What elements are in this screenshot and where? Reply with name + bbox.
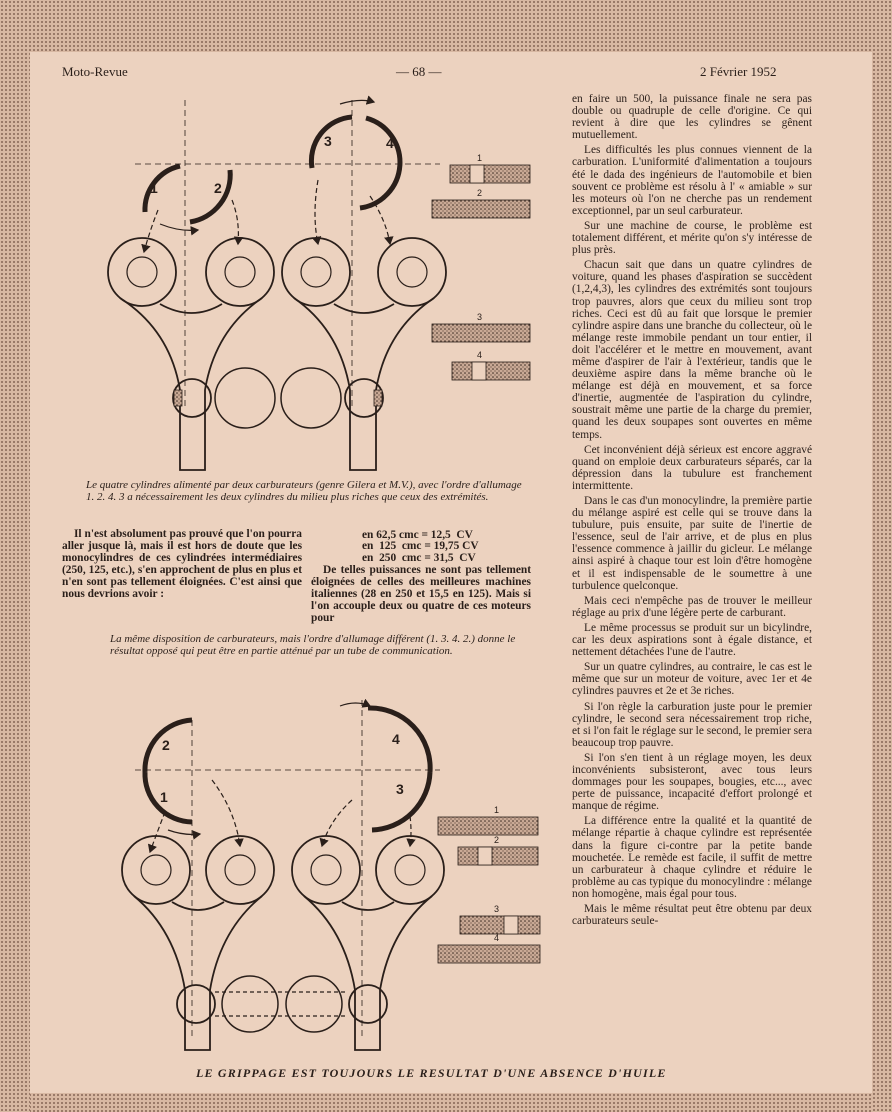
fig2-bar-label-2: 2 (494, 835, 500, 845)
page-number: — 68 — (396, 64, 442, 79)
figure-1 (108, 100, 446, 470)
figure-1-caption: Le quatre cylindres alimenté par deux carburateurs (genre Gilera et M.V.), avec l'ordre d'allumage 1. 2. 4. 3 a nécessairement les deux cylindres du milieu plus riches que ceux des extrémités. (86, 479, 522, 503)
fig2-label-1: 1 (160, 789, 168, 805)
crank-arc-1b (145, 772, 192, 822)
right-paragraph: Si l'on règle la carburation juste pour le premier cylindre, le second sera nécessairement trop riche, et si l'on fait le réglage sur le second, le premier sera beaucoup trop pauvre. (572, 700, 812, 749)
fig2-bar-label-1: 1 (494, 805, 500, 815)
right-paragraph: en faire un 500, la puissance finale ne sera pas double ou quadruple de celle d'origine. Ce qui revient à dire que les cylindres se gênent mutuellement. (572, 93, 812, 142)
power-row: en 62,5 cmc = 12,5 CV (362, 529, 473, 541)
fig2-bar-label-3: 3 (494, 904, 500, 914)
crank-arc-4 (360, 118, 400, 208)
crank-arc-2 (190, 170, 230, 222)
right-paragraph: Sur un quatre cylindres, au contraire, le cas est le même que sur un moteur de voiture, avec 1er et 4e cylindres pauvres et 2e et 3e riches. (572, 661, 812, 698)
right-paragraph: Les difficultés les plus connues viennent de la carburation. L'uniformité d'alimentation a toujours été le dada des ingénieurs de l'automobile et bien souvent ce problème est résolu à l' « amiable » sur les moteurs où l'on ne cherche pas un rendement exceptionnel, par un seul carburateur. (572, 144, 812, 217)
fig1-label-2: 2 (214, 180, 222, 196)
right-paragraph: Si l'on s'en tient à un réglage moyen, les deux inconvénients subsisteront, avec tous leurs dommages pour les soupapes, bougies, etc..., avec perte de puissance, incapacité d'effort prolongé et manque de régime. (572, 751, 812, 813)
fig2-bar-label-4: 4 (494, 933, 500, 943)
fig2-label-4: 4 (392, 731, 400, 747)
fig1-bar-label-4: 4 (477, 350, 483, 360)
fig1-bar-label-3: 3 (477, 312, 483, 322)
issue-date: 2 Février 1952 (700, 64, 777, 79)
left-paragraph: Il n'est absolument pas prouvé que l'on pourra aller jusque là, mais il est hors de doute que les monocylindres de ces cylindrées intermédiaires (250, 125, etc.), s'en approchent de plus en plus et n'en sont pas tellement éloignées. C'est ainsi que nous devrions avoir : (62, 528, 302, 601)
right-paragraph: Le même processus se produit sur un bicylindre, car les deux aspirations sont à égale distance, et nettement détachées l'une de l'autre. (572, 621, 812, 659)
right-paragraph: Sur une machine de course, le problème est totalement différent, et mérite qu'on s'y intéresse de plus près. (572, 219, 812, 257)
mid-body-text (311, 564, 531, 624)
fig1-bar-label-2: 2 (477, 188, 483, 198)
figure-2 (122, 700, 444, 1050)
right-paragraph: Mais ceci n'empêche pas de trouver le meilleur réglage au prix d'une légère perte de carburant. (572, 594, 812, 619)
fig1-label-4: 4 (386, 135, 394, 151)
right-paragraph: Dans le cas d'un monocylindre, la première partie du mélange aspiré est celle qui se trouve dans la tubulure, puis ensuite, par suite de l'inertie de l'essence, seul de l'air arrive, et de plus en plus l'essence commence à jaillir du gicleur. Le mélange ainsi aspiré à chaque tour est loin d'être homogène et il est indispensable de le soumettre à une turbulence quelconque. (572, 495, 812, 592)
power-table (362, 530, 479, 564)
right-paragraph: Mais le même résultat peut être obtenu par deux carburateurs seule- (572, 903, 812, 928)
fig2-label-2: 2 (162, 737, 170, 753)
right-paragraph: La différence entre la qualité et la quantité de mélange répartie à chaque cylindre est représentée dans la figure ci-contre par la petite bande mouchetée. Le remède est facile, il suffit de mettre un carburateur à chaque cylindre et réduire le problème au cas typique du monocylindre : mélange non homogène, mais égal pour tous. (572, 815, 812, 900)
right-paragraph: Chacun sait que dans un quatre cylindres de voiture, quand les phases d'aspiration se succèdent (1,2,4,3), les cylindres des extrémités sont toujours trop pauvres, alors que ceux du milieu sont trop riches. Ceci est dû au fait que lorsque le premier cylindre aspire dans une branche du collecteur, où le mélange reste immobile pendant un tour entier, il doit l'accélérer et le mettre en mouvement, avant même d'aspirer de l'air à l'extérieur, tandis que le deuxième aspire dans la même branche où le mélange est déjà en mouvement, et sa force d'inertie, augmentée de l'aspiration du cylindre, soustrait même une partie de la charge du premier, quand les deux soupapes sont ouvertes en même temps. (572, 259, 812, 441)
footer-slogan: LE GRIPPAGE EST TOUJOURS LE RESULTAT D'UNE ABSENCE D'HUILE (196, 1066, 667, 1080)
mid-paragraph: De telles puissances ne sont pas tellement éloignées de celles des meilleures machines italiennes (28 en 250 et 15,5 en 125). Mais si l'on accouple deux ou quatre de ces moteurs pour (311, 564, 531, 625)
right-column (572, 93, 812, 930)
fig1-bar-label-1: 1 (477, 153, 483, 163)
figure-2-bars (438, 817, 540, 963)
power-row: en 250 cmc = 31,5 CV (362, 551, 476, 564)
power-row: en 125 cmc = 19,75 CV (362, 540, 479, 553)
right-paragraph: Cet inconvénient déjà sérieux est encore aggravé quand on emploie deux carburateurs séparés, car la dépression dans la tubulure est franchement intermittente. (572, 443, 812, 492)
figure-2-caption: La même disposition de carburateurs, mais l'ordre d'allumage différent (1. 3. 4. 2.) donne le résultat opposé qui peut être en partie atténué par un tube de communication. (110, 633, 516, 657)
fig2-label-3: 3 (396, 781, 404, 797)
fig1-label-1: 1 (150, 180, 158, 196)
left-body-text (62, 528, 302, 601)
publication-name: Moto-Revue (62, 64, 128, 79)
fig1-label-3: 3 (324, 133, 332, 149)
